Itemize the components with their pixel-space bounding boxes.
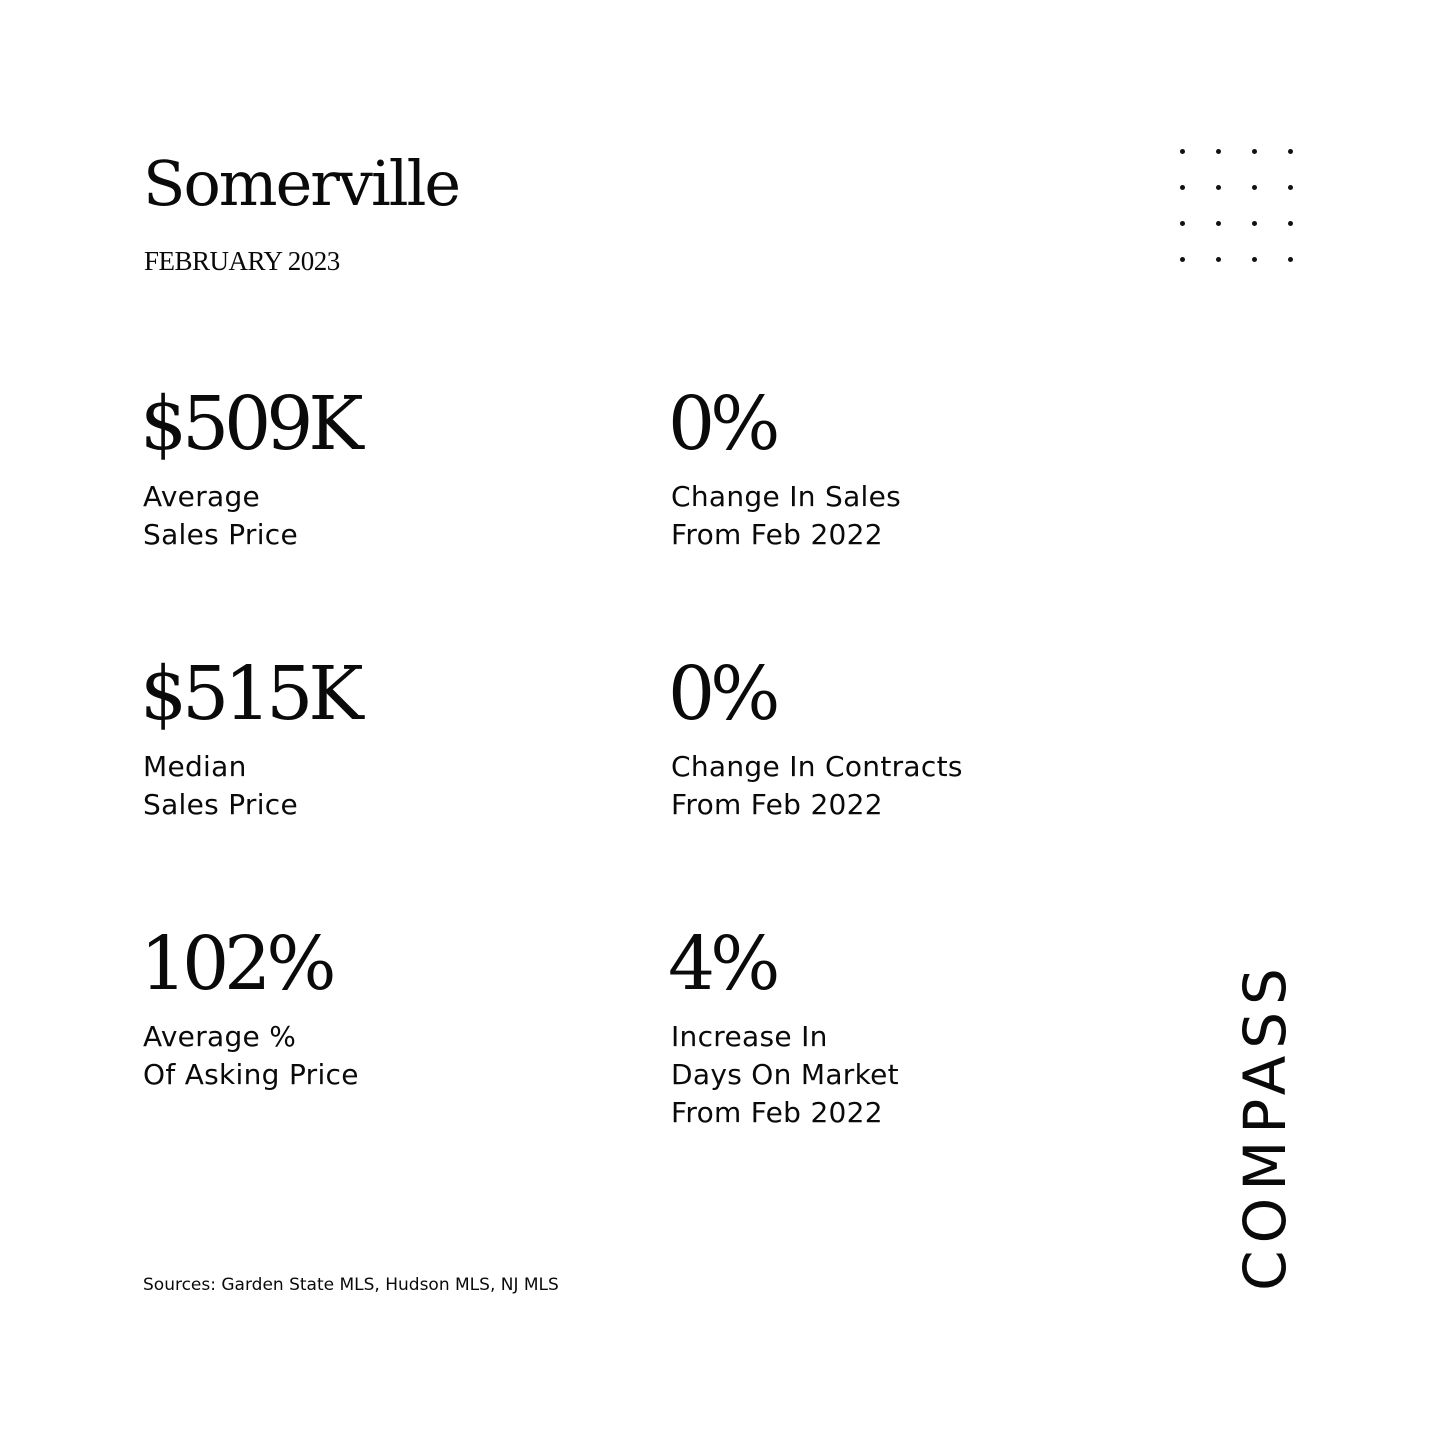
stat-label-line: From Feb 2022 xyxy=(671,518,883,551)
stat-change-in-contracts xyxy=(668,651,963,824)
stat-label-line: Change In Sales xyxy=(671,480,902,513)
stat-value: 102% xyxy=(140,921,332,1007)
stat-average-sales-price xyxy=(140,381,359,554)
dot-grid-icon xyxy=(1176,145,1300,269)
stat-label xyxy=(671,748,963,824)
dot-icon xyxy=(1248,145,1260,157)
stat-median-sales-price xyxy=(140,651,359,824)
dot-icon xyxy=(1248,253,1260,265)
stat-label-line: Average xyxy=(143,480,261,513)
stat-label xyxy=(143,748,359,824)
stat-value: $509K xyxy=(140,381,359,467)
dot-icon xyxy=(1212,217,1224,229)
compass-logo: COMPASS xyxy=(1231,961,1299,1291)
stat-average-of-asking-price xyxy=(140,921,359,1094)
stat-label-line: Sales Price xyxy=(143,518,299,551)
stat-value: 4% xyxy=(668,921,776,1007)
stat-label-line: Increase In xyxy=(671,1020,828,1053)
stat-label-line: Average % xyxy=(143,1020,297,1053)
stat-label-line: From Feb 2022 xyxy=(671,1096,883,1129)
dot-icon xyxy=(1284,253,1296,265)
stat-label xyxy=(143,1018,359,1094)
stat-label-line: Of Asking Price xyxy=(143,1058,359,1091)
stat-label-line: From Feb 2022 xyxy=(671,788,883,821)
stat-value: 0% xyxy=(668,651,776,737)
dot-icon xyxy=(1284,181,1296,193)
stat-value: $515K xyxy=(140,651,359,737)
sources-note: Sources: Garden State MLS, Hudson MLS, NJ MLS xyxy=(143,1275,559,1295)
stat-label xyxy=(671,478,901,554)
stat-label xyxy=(671,1018,899,1132)
stat-days-on-market xyxy=(668,921,899,1132)
dot-icon xyxy=(1212,253,1224,265)
stat-label-line: Sales Price xyxy=(143,788,299,821)
dot-icon xyxy=(1284,217,1296,229)
stat-label-line: Change In Contracts xyxy=(671,750,963,783)
stat-label xyxy=(143,478,359,554)
dot-icon xyxy=(1284,145,1296,157)
dot-icon xyxy=(1176,253,1188,265)
dot-icon xyxy=(1212,145,1224,157)
dot-icon xyxy=(1248,217,1260,229)
dot-icon xyxy=(1176,181,1188,193)
stat-value: 0% xyxy=(668,381,776,467)
stat-label-line: Median xyxy=(143,750,247,783)
dot-icon xyxy=(1212,181,1224,193)
page-subtitle: FEBRUARY 2023 xyxy=(144,246,340,276)
stat-change-in-sales xyxy=(668,381,902,554)
dot-icon xyxy=(1176,145,1188,157)
dot-icon xyxy=(1176,217,1188,229)
dot-icon xyxy=(1248,181,1260,193)
stat-label-line: Days On Market xyxy=(671,1058,899,1091)
page-title: Somerville xyxy=(143,147,460,220)
